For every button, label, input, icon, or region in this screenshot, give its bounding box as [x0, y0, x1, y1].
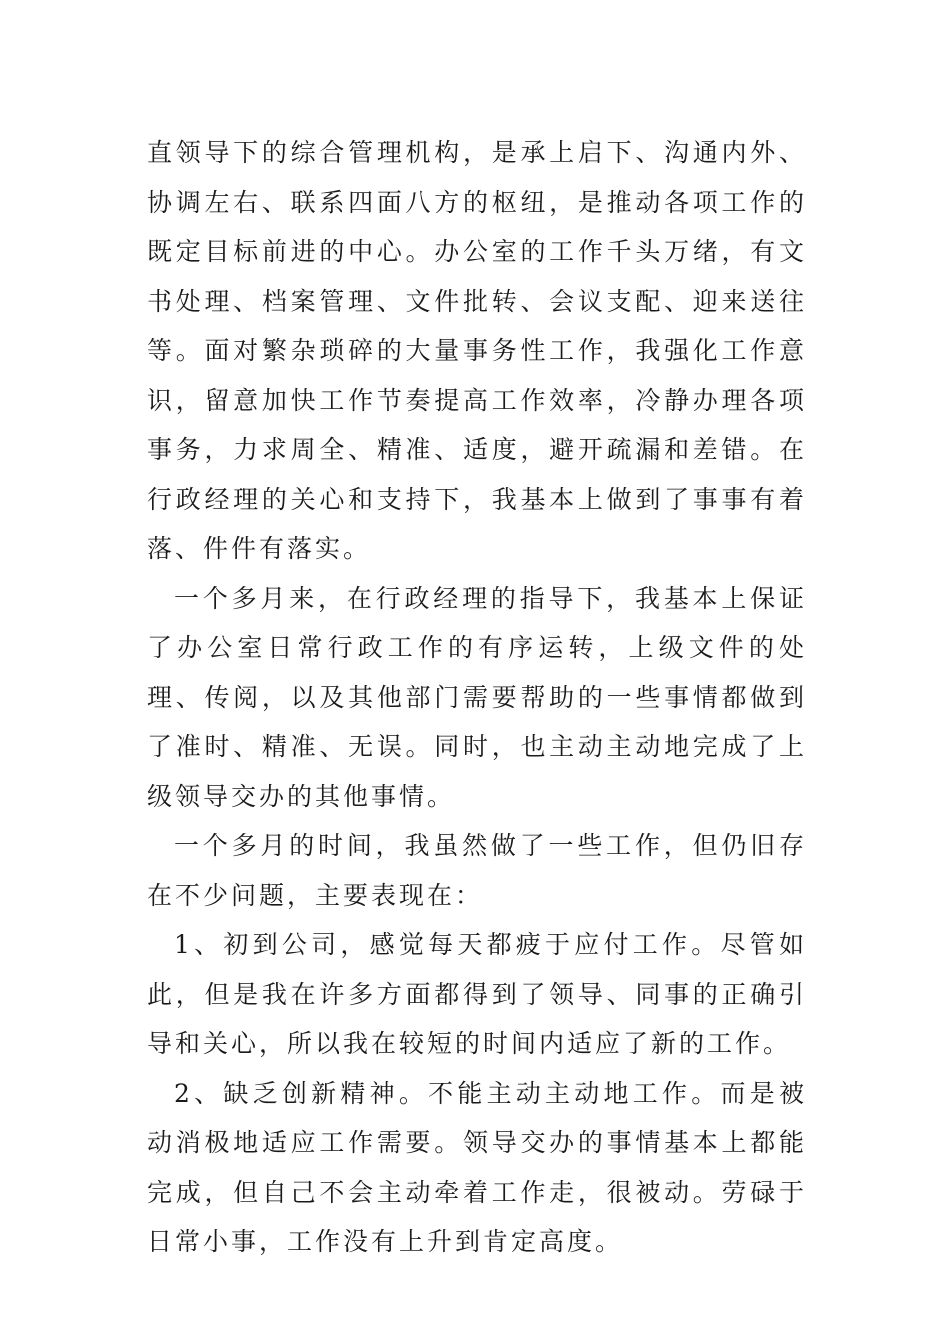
paragraph-problems-intro: 一个多月的时间，我虽然做了一些工作，但仍旧存在不少问题，主要表现在： [147, 831, 807, 910]
paragraph-work-overview: 一个多月来，在行政经理的指导下，我基本上保证了办公室日常行政工作的有序运转，上级文件的处理、传阅，以及其他部门需要帮助的一些事情都做到了准时、精准、无误。同时，也主动主动地完成了上级领导交办的其他事情。 [147, 583, 807, 811]
document-body [147, 128, 807, 1267]
paragraph-problem-2: 2、缺乏创新精神。不能主动主动地工作。而是被动消极地适应工作需要。领导交办的事情基本上都能完成，但自己不会主动牵着工作走，很被动。劳碌于日常小事，工作没有上升到肯定高度。 [147, 1078, 807, 1256]
paragraph-problem-1: 1、初到公司，感觉每天都疲于应付工作。尽管如此，但是我在许多方面都得到了领导、同事的正确引导和关心，所以我在较短的时间内适应了新的工作。 [147, 930, 807, 1058]
paragraph-continuation: 直领导下的综合管理机构，是承上启下、沟通内外、协调左右、联系四面八方的枢纽，是推动各项工作的既定目标前进的中心。办公室的工作千头万绪，有文书处理、档案管理、文件批转、会议支配、迎来送往等。面对繁杂琐碎的大量事务性工作，我强化工作意识，留意加快工作节奏提高工作效率，冷静办理各项事务，力求周全、精准、适度，避开疏漏和差错。在行政经理的关心和支持下，我基本上做到了事事有着落、件件有落实。 [147, 138, 807, 563]
